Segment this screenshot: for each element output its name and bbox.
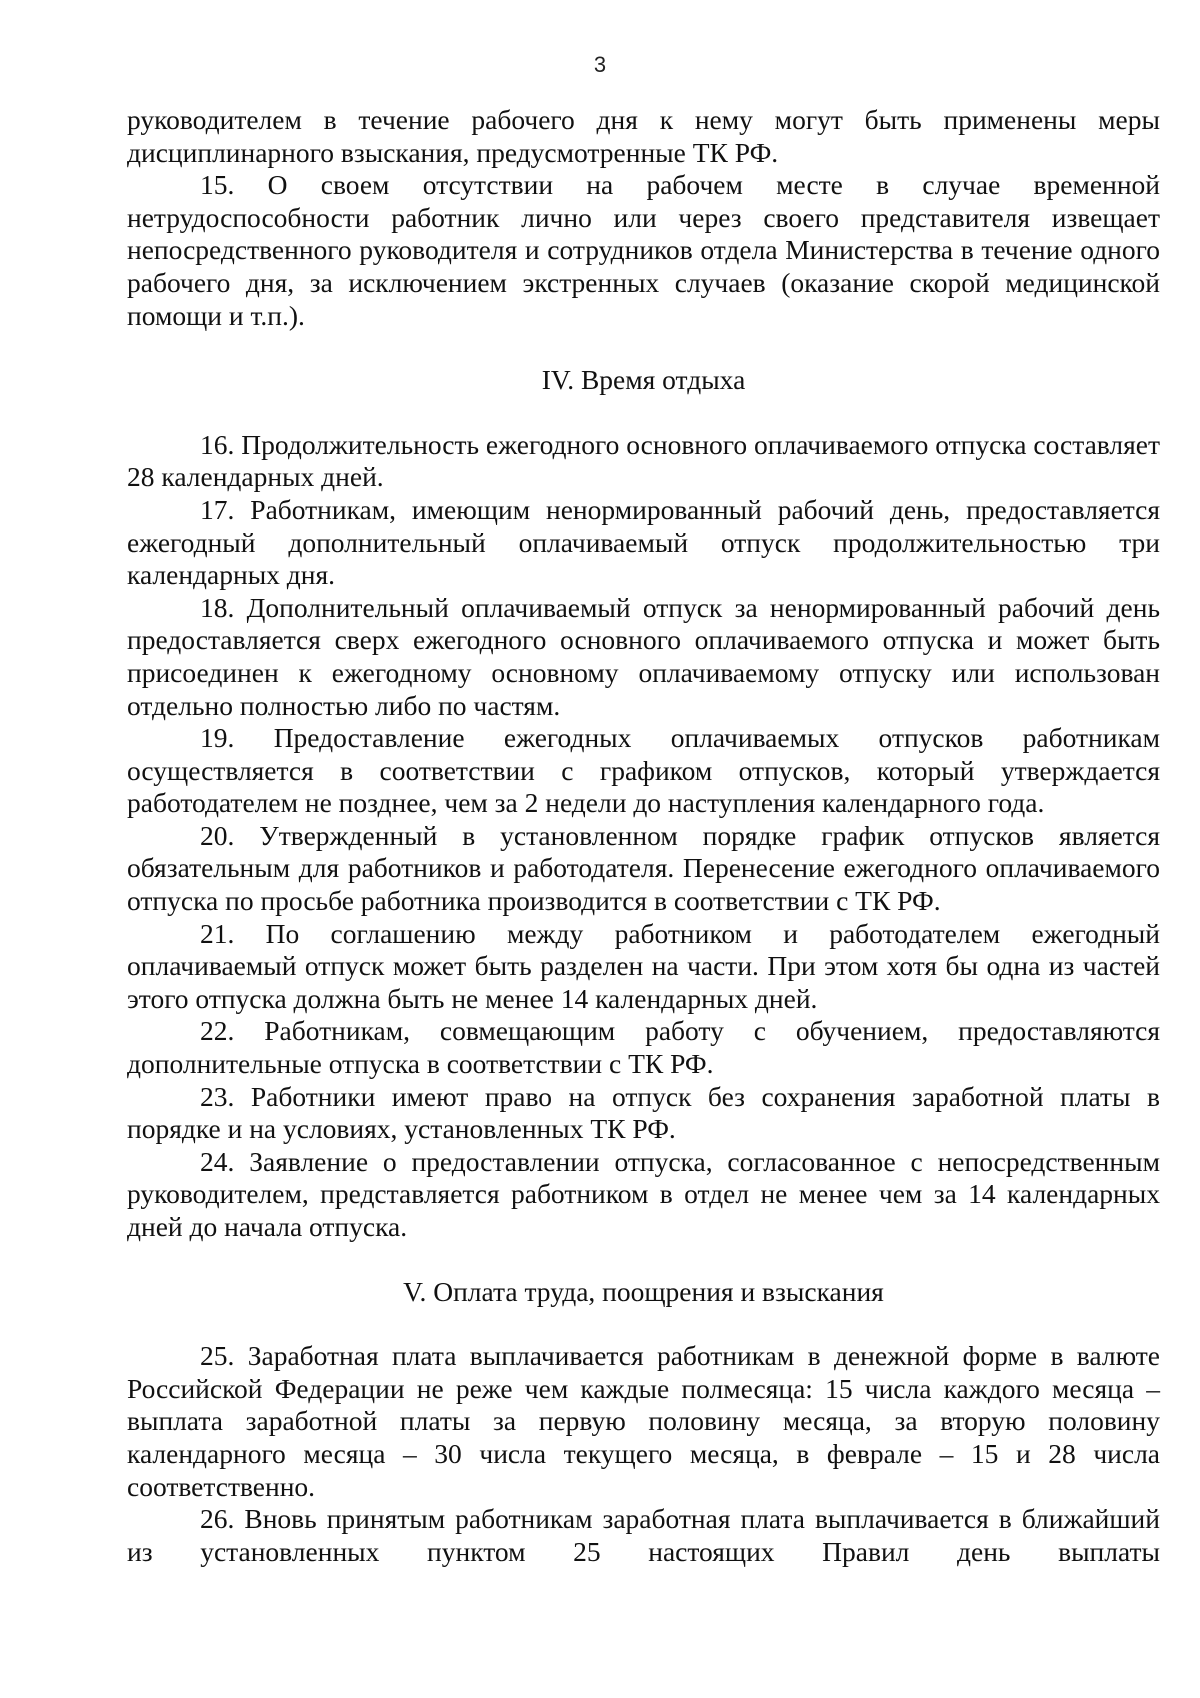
paragraph-17: 17. Работникам, имеющим ненормированный рабочий день, предоставляется ежегодный дополнительный оплачиваемый отпуск продолжительностью три календарных дня. [127,493,1160,591]
section-v [127,1276,1160,1569]
paragraph-24: 24. Заявление о предоставлении отпуска, согласованное с непосредственным руководителем, представляется работником в отдел не менее чем за 14 календарных дней до начала отпуска. [127,1145,1160,1242]
continuation-section [127,104,1160,332]
paragraph-18: 18. Дополнительный оплачиваемый отпуск за ненормированный рабочий день предоставляется сверх ежегодного основного оплачиваемого отпуска и может быть присоединен к ежегодному основному оплачиваемому отпуску или использован отдельно полностью либо по частям. [127,591,1160,721]
document-body [127,104,1160,1568]
paragraph-23: 23. Работники имеют право на отпуск без сохранения заработной платы в порядке и на условиях, установленных ТК РФ. [127,1080,1160,1145]
paragraph-continuation: руководителем в течение рабочего дня к нему могут быть применены меры дисциплинарного взыскания, предусмотренные ТК РФ. [127,104,1160,168]
paragraph-21: 21. По соглашению между работником и работодателем ежегодный оплачиваемый отпуск может быть разделен на части. При этом хотя бы одна из частей этого отпуска должна быть не менее 14 календарных дней. [127,917,1160,1014]
section-heading-v: V. Оплата труда, поощрения и взыскания [403,1275,884,1307]
paragraph-15: 15. О своем отсутствии на рабочем месте в случае временной нетрудоспособности работник лично или через своего представителя извещает непосредственного руководителя и сотрудников отдела Министерства в течение одного рабочего дня, за исключением экстренных случаев (оказание скорой медицинской помощи и т.п.). [127,169,1160,331]
paragraph-16: 16. Продолжительность ежегодного основного оплачиваемого отпуска составляет 28 календарных дней. [127,428,1160,493]
paragraph-19: 19. Предоставление ежегодных оплачиваемых отпусков работникам осуществляется в соответствии с графиком отпусков, который утверждается работодателем не позднее, чем за 2 недели до наступления календарного года. [127,722,1160,819]
paragraph-20: 20. Утвержденный в установленном порядке график отпусков является обязательным для работников и работодателя. Перенесение ежегодного оплачиваемого отпуска по просьбе работника производится в соответствии с ТК РФ. [127,819,1160,917]
paragraph-26: 26. Вновь принятым работникам заработная плата выплачивается в ближайший из установленных пунктом 25 настоящих Правил день выплаты [127,1503,1160,1567]
paragraph-25: 25. Заработная плата выплачивается работникам в денежной форме в валюте Российской Федерации не реже чем каждые полмесяца: 15 числа каждого месяца – выплата заработной платы за первую половину месяца, за вторую половину календарного месяца – 30 числа текущего месяца, в феврале – 15 и 28 числа соответственно. [127,1340,1160,1502]
section-heading-iv: IV. Время отдыха [541,364,746,396]
page-number: 3 [593,52,607,77]
paragraph-22: 22. Работникам, совмещающим работу с обучением, предоставляются дополнительные отпуска в соответствии с ТК РФ. [127,1015,1160,1080]
section-iv [127,364,1160,1243]
